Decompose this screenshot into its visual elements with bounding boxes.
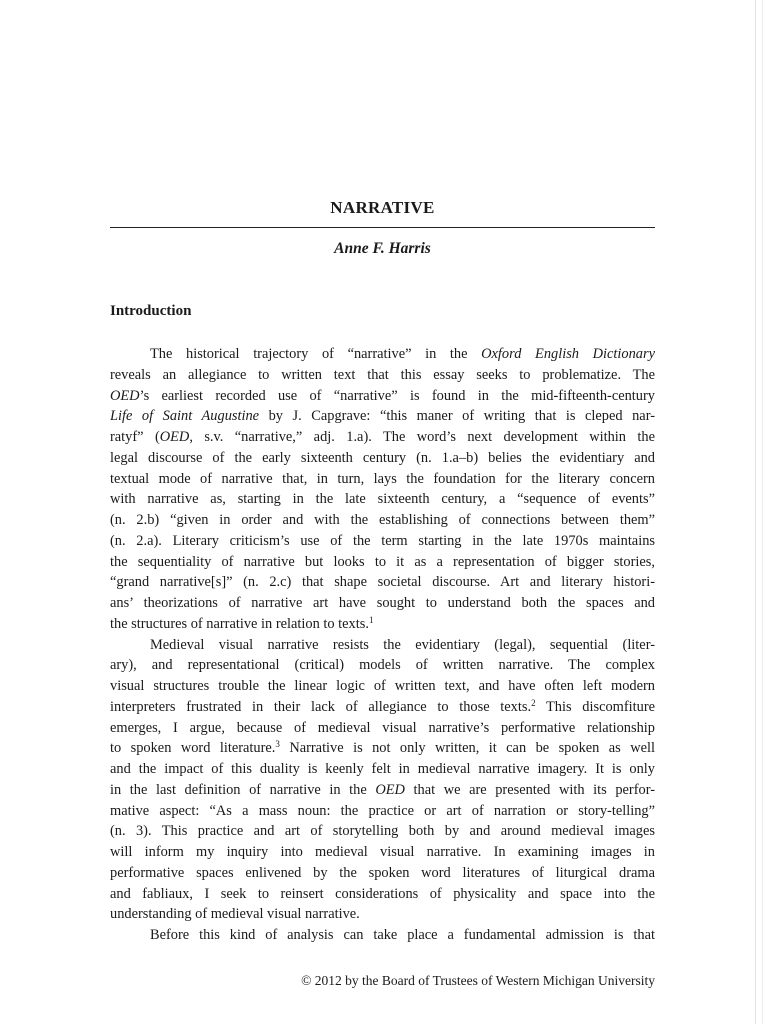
footnote-mark: 1 [368, 614, 374, 625]
article-title: NARRATIVE [330, 198, 435, 217]
body-line: performative spaces enlivened by the spoken word literatures of liturgical drama [110, 864, 655, 881]
body-line: and fabliaux, I seek to reinsert considerations of physicality and space into the [110, 885, 655, 902]
body-line: and the impact of this duality is keenly felt in medieval narrative imagery. It is only [110, 761, 655, 777]
body-line: emerges, I argue, because of medieval visual narrative’s performative relationship [110, 719, 655, 736]
body-line: to spoken word literature.$^3$ Narrative is not only written, it can be spoken as well [110, 739, 655, 757]
body-line: the sequentiality of narrative but looks to it as a representation of bigger stories, [110, 553, 655, 570]
body-line: legal discourse of the early sixteenth century (n. 1.a–b) belies the evidentiary and [110, 449, 655, 466]
italic-title: Oxford English Dictionary [481, 346, 655, 362]
body-line: ans’ theorizations of narrative art have sought to understand both the spaces and [110, 595, 655, 611]
body-line: Life of Saint Augustine by J. Capgrave: “this maner of writing that is cleped nar- [110, 408, 655, 425]
footnote-mark: 3 [275, 739, 280, 750]
italic-title: Life of Saint Augustine [110, 408, 260, 425]
body-line: interpreters frustrated in their lack of allegiance to those texts.$^2$ This discomfiture [110, 697, 655, 715]
body-line: the structures of narrative in relation to texts.$^1$ [110, 614, 374, 632]
article-author: Anne F. Harris [334, 240, 431, 257]
body-line: (n. 3). This practice and art of storytelling both by and around medieval images [110, 823, 655, 840]
italic-title: OED [375, 781, 405, 798]
body-line: reveals an allegiance to written text that this essay seeks to problematize. The [110, 366, 655, 383]
footnote-mark: 2 [531, 697, 536, 708]
body-line: with narrative as, starting in the late sixteenth century, a “sequence of events” [110, 491, 655, 508]
body-text [110, 344, 655, 946]
body-line: ary), and representational (critical) models of written narrative. The complex [110, 657, 655, 674]
page-edge [755, 0, 756, 1024]
body-line: Medieval visual narrative resists the evidentiary (legal), sequential (liter- [150, 636, 655, 653]
italic-title: OED [159, 429, 190, 445]
body-line: textual mode of narrative that, in turn, lays the foundation for the literary concern [110, 470, 655, 487]
body-line: in the last definition of narrative in the OED that we are presented with its perfor- [110, 781, 655, 798]
body-line: Before this kind of analysis can take place a fundamental admission is that [150, 927, 655, 943]
body-line: OED’s earliest recorded use of “narrative” is found in the mid-fifteenth-century [110, 387, 655, 404]
italic-title: OED [110, 387, 140, 404]
body-line: The historical trajectory of “narrative” in the Oxford English Dictionary [150, 346, 655, 362]
body-line: (n. 2.b) “given in order and with the establishing of connections between them” [110, 512, 655, 528]
body-line: understanding of medieval visual narrative. [110, 906, 360, 923]
copyright-footer: © 2012 by the Board of Trustees of Western Michigan University [301, 973, 655, 988]
body-line: ratyf” (OED, s.v. “narrative,” adj. 1.a). The word’s next development within the [110, 429, 655, 445]
body-line: visual structures trouble the linear logic of written text, and have often left modern [110, 678, 655, 694]
section-heading: Introduction [110, 303, 192, 319]
body-line: “grand narrative[s]” (n. 2.c) that shape societal discourse. Art and literary histori- [110, 574, 655, 591]
page-edge-outer [762, 0, 763, 1024]
title-rule [110, 227, 655, 228]
body-line: mative aspect: “As a mass noun: the practice or art of narration or story-telling” [110, 802, 655, 819]
body-line: will inform my inquiry into medieval visual narrative. In examining images in [110, 844, 655, 860]
body-line: (n. 2.a). Literary criticism’s use of the term starting in the late 1970s maintains [110, 532, 655, 549]
